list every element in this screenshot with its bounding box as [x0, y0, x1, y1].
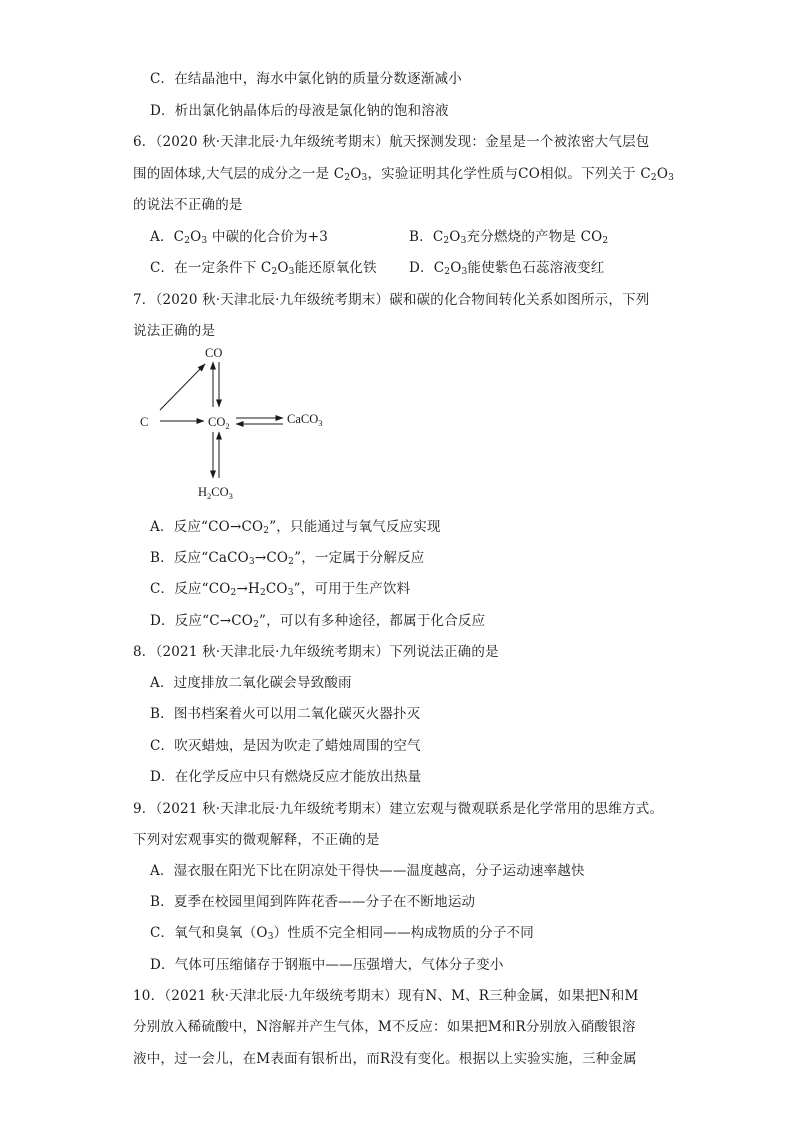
q7-stem-line2: 说法正确的是	[133, 323, 216, 339]
q6-source: （2020 秋·天津北辰·九年级统考期末）	[155, 134, 390, 150]
option-text: B．反应“CaCO	[150, 550, 249, 566]
subscript: 2	[443, 236, 450, 246]
subscript: 2	[230, 588, 237, 598]
q6-stem-line3: 的说法不正确的是	[133, 197, 243, 213]
q10-stem-text: 现有N、M、R三种金属，如果把N和M	[397, 988, 639, 1004]
option-text: 能还原氧化铁	[294, 260, 377, 276]
subscript: 2	[271, 267, 278, 277]
subscript: 2	[253, 620, 260, 630]
subscript: 3	[361, 173, 368, 183]
q7-option-c	[150, 577, 410, 597]
prev-option-d: D．析出氯化钠晶体后的母液是氯化钠的饱和溶液	[150, 103, 449, 119]
q8-option-b: B．图书档案着火可以用二氧化碳灭火器扑灭	[150, 706, 421, 722]
option-text: D．反应“C→CO	[150, 613, 254, 629]
option-text: ”，只能通过与氧气反应实现	[269, 519, 441, 535]
subscript: 3	[287, 588, 294, 598]
q6-stem-text: 航天探测发现：金星是一个被浓密大气层包	[389, 134, 650, 150]
q8-number: 8．	[133, 644, 156, 660]
option-text: ”，一定属于分解反应	[294, 550, 425, 566]
q10-stem-line3: 液中，过一会儿，在M表面有银析出，而R没有变化。根据以上实验实施，三种金属	[133, 1051, 637, 1067]
q9-stem-text: 建立宏观与微观联系是化学常用的思维方式。	[389, 801, 664, 817]
option-text: ”，可用于生产饮料	[293, 581, 411, 597]
q8-option-d: D．在化学反应中只有燃烧反应才能放出热量	[150, 769, 422, 785]
subscript: 2	[602, 236, 609, 246]
subscript: 3	[668, 173, 675, 183]
node-co2: $CO_2$	[208, 415, 230, 431]
subscript: 3	[201, 236, 208, 246]
option-text: C．氧气和臭氧（O	[150, 925, 268, 941]
node-co: CO	[205, 346, 223, 360]
q6-option-a: A．$C_2O_3$ 中碳的化合价为+3	[150, 229, 329, 246]
q7-source: （2020 秋·天津北辰·九年级统考期末）	[155, 292, 390, 308]
q6-stem-line2: 围的固体球,大气层的成分之一是 $C_2O_3$，实验证明其化学性质与CO相似。下列关于 $C_2O_3$	[133, 166, 675, 183]
q6-option-c: C．在一定条件下 $C_2O_3$能还原氧化铁	[150, 260, 377, 277]
q6-stem-text: 围的固体球,大气层的成分之一是 C	[133, 166, 345, 182]
q9-number: 9．	[133, 801, 156, 817]
node-caco3: CaCO$_3$	[287, 412, 323, 428]
subscript: 3	[460, 236, 467, 246]
subscript: 2	[650, 173, 657, 183]
subscript: 2	[344, 173, 351, 183]
q7-stem-text: 碳和碳的化合物间转化关系如图所示，下列	[389, 292, 650, 308]
q6-option-d: D．$C_2O_3$能使紫色石蕊溶液变红	[409, 260, 605, 277]
q9-option-d: D．气体可压缩储存于钢瓶中——压强增大，气体分子变小	[150, 957, 504, 973]
option-text: →H	[236, 581, 260, 597]
q8-source: （2021 秋·天津北辰·九年级统考期末）	[155, 644, 390, 660]
subscript: 2	[444, 267, 451, 277]
option-text: B．C	[409, 229, 444, 245]
q10-stem-line1	[133, 984, 639, 1004]
option-text: ”，可以有多种途径，都属于化合反应	[259, 613, 486, 629]
q9-option-c	[150, 921, 534, 941]
subscript: 2	[184, 236, 191, 246]
option-text: 能使紫色石蕊溶液变红	[467, 260, 605, 276]
q9-option-b: B．夏季在校园里闻到阵阵花香——分子在不断地运动	[150, 894, 476, 910]
q7-option-b	[150, 546, 425, 566]
option-text: ）性质不完全相同——构成物质的分子不同	[273, 925, 534, 941]
option-text: A．反应“CO→CO	[150, 519, 264, 535]
arrow-c-to-co	[160, 364, 205, 410]
q10-stem-line2: 分别放入稀硫酸中，N溶解并产生气体，M不反应：如果把M和R分别放入硝酸银溶	[133, 1019, 636, 1035]
subscript: 2	[288, 557, 295, 567]
subscript: 3	[267, 932, 274, 942]
q8-option-c: C．吹灭蜡烛，是因为吹走了蜡烛周围的空气	[150, 738, 421, 754]
option-text: C．在一定条件下 C	[150, 260, 272, 276]
q9-option-a: A．湿衣服在阳光下比在阴凉处干得快——温度越高，分子运动速率越快	[150, 863, 585, 879]
subscript: 2	[259, 588, 266, 598]
q9-stem-line1	[133, 797, 663, 817]
subscript: 3	[288, 267, 295, 277]
q10-number: 10．	[133, 988, 165, 1004]
q7-option-d	[150, 609, 485, 629]
option-text: D．C	[409, 260, 445, 276]
q8-stem	[133, 640, 499, 660]
node-h2co3: $H_2CO_3$	[198, 485, 233, 501]
q6-option-b: B．$C_2O_3$充分燃烧的产物是 $CO_2$	[409, 229, 609, 246]
option-text: A．C	[150, 229, 185, 245]
prev-option-c: C．在结晶池中，海水中氯化钠的质量分数逐渐减小	[150, 71, 462, 87]
q6-stem-text: ，实验证明其化学性质与CO相似。下列关于 C	[367, 166, 651, 182]
q8-stem-text: 下列说法正确的是	[389, 644, 499, 660]
subscript: 3	[461, 267, 468, 277]
option-text: CO	[265, 581, 288, 597]
option-text: 充分燃烧的产物是 CO	[466, 229, 603, 245]
q8-option-a: A．过度排放二氧化碳会导致酸雨	[150, 675, 352, 691]
q7-option-a	[150, 515, 441, 535]
q6-number: 6．	[133, 134, 156, 150]
q10-source: （2021 秋·天津北辰·九年级统考期末）	[164, 988, 398, 1004]
subscript: 2	[263, 526, 270, 536]
subscript: 3	[248, 557, 255, 567]
q7-number: 7．	[133, 292, 156, 308]
node-c: C	[140, 415, 149, 429]
q9-source: （2021 秋·天津北辰·九年级统考期末）	[155, 801, 390, 817]
option-text: →CO	[254, 550, 289, 566]
option-text: C．反应“CO	[150, 581, 231, 597]
option-text: 中碳的化合价为+3	[207, 229, 329, 245]
q9-stem-line2: 下列对宏观事实的微观解释，不正确的是	[133, 832, 380, 848]
